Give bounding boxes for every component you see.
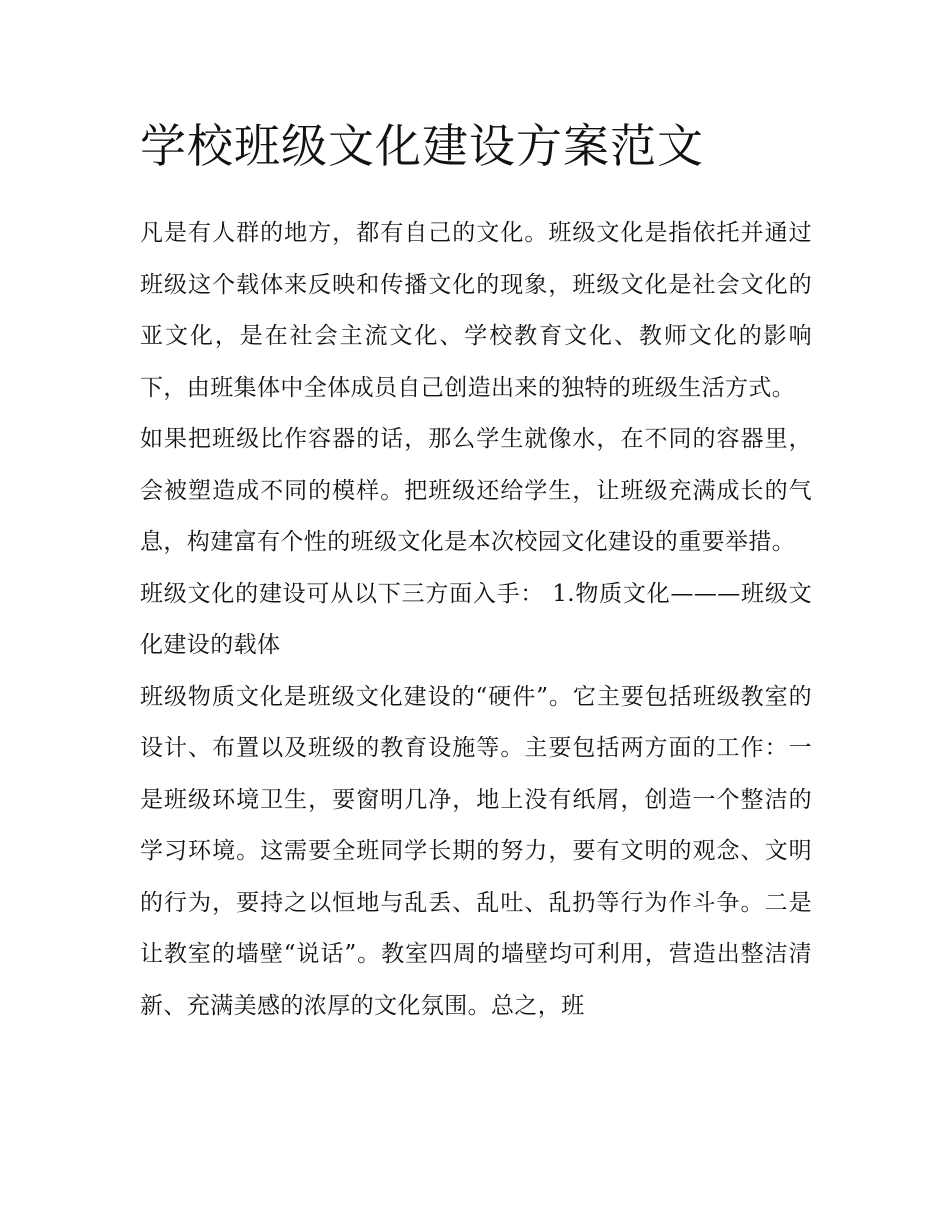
document-body <box>140 108 812 1032</box>
paragraph-container-metaphor: 如果把班级比作容器的话，那么学生就像水，在不同的容器里，会被塑造成不同的模样。把班级还给学生，让班级充满成长的气息，构建富有个性的班级文化是本次校园文化建设的重要举措。 <box>140 426 812 555</box>
paragraph-material-culture: 班级物质文化是班级文化建设的“硬件”。它主要包括班级教室的设计、布置以及班级的教育设施等。主要包括两方面的工作：一是班级环境卫生，要窗明几净，地上没有纸屑，创造一个整洁的学习环境。这需要全班同学长期的努力，要有文明的观念、文明的行为，要持之以恒地与乱丢、乱吐、乱扔等行为作斗争。二是让教室的墙壁“说话”。教室四周的墙壁均可利用，营造出整洁清新、充满美感的浓厚的文化氛围。总之，班 <box>140 683 812 1019</box>
paragraph-intro: 凡是有人群的地方，都有自己的文化。班级文化是指依托并通过班级这个载体来反映和传播文化的现象，班级文化是社会文化的亚文化，是在社会主流文化、学校教育文化、教师文化的影响下，由班集体中全体成员自己创造出来的独特的班级生活方式。 <box>140 220 812 401</box>
document-title: 学校班级文化建设方案范文 <box>140 119 704 173</box>
paragraph-three-aspects: 班级文化的建设可从以下三方面入手： 1.物质文化———班级文化建设的载体 <box>140 580 812 658</box>
